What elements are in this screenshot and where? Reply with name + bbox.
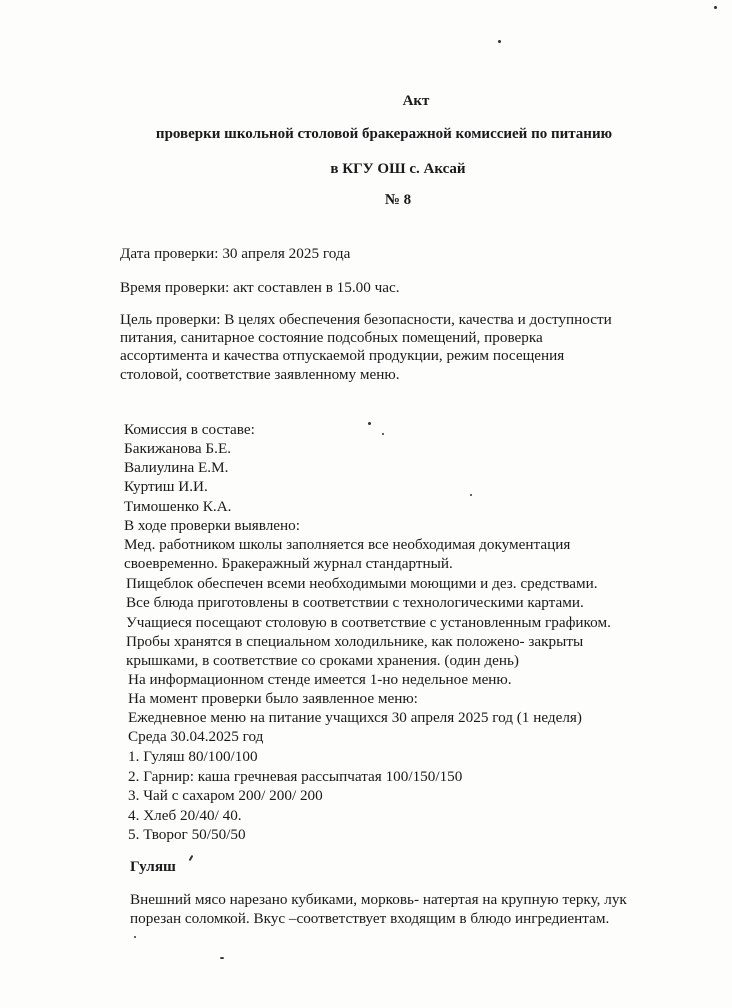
findings-heading: В ходе проверки выявлено: [124,517,300,534]
commission-member: Куртиш И.И. [124,478,208,495]
doc-school: в КГУ ОШ с. Аксай [330,161,466,177]
scan-speck [220,957,224,959]
dish-line: Внешний мясо нарезано кубиками, морковь- натертая на крупную терку, лук [130,891,627,908]
menu-item: 2. Гарнир: каша гречневая рассыпчатая 100/150/150 [128,768,463,785]
menu-item: 3. Чай с сахаром 200/ 200/ 200 [128,787,323,804]
finding-line: Учащиеся посещают столовую в соответствие с установленным графиком. [126,614,611,631]
finding-line: Мед. работником школы заполняется все необходимая документация [124,536,571,553]
check-date: Дата проверки: 30 апреля 2025 года [120,245,351,262]
purpose-line: ассортимента и качества отпускаемой продукции, режим посещения [120,347,565,364]
menu-item: 4. Хлеб 20/40/ 40. [128,807,242,824]
scan-speck [382,433,384,435]
finding-line: Ежедневное меню на питание учащихся 30 апреля 2025 год (1 неделя) [128,709,582,726]
commission-member: Бакижанова Б.Е. [124,440,232,457]
purpose-line: столовой, соответствие заявленному меню. [120,366,400,383]
purpose-line: Цель проверки: В целях обеспечения безопасности, качества и доступности [120,311,612,328]
doc-title: Акт [402,93,430,109]
finding-line: Все блюда приготовлены в соответствии с технологическими картами. [126,594,584,611]
finding-line: На информационном стенде имеется 1-но недельное меню. [128,671,512,688]
finding-line: На момент проверки было заявленное меню: [128,690,418,707]
commission-member: Валиулина Е.М. [124,459,229,476]
check-time: Время проверки: акт составлен в 15.00 час. [120,279,400,296]
menu-item: 5. Творог 50/50/50 [128,826,246,843]
scan-speck [470,494,472,496]
scan-speck [368,422,371,425]
menu-item: 1. Гуляш 80/100/100 [128,748,258,765]
doc-subtitle: проверки школьной столовой бракеражной комиссией по питанию [155,126,613,142]
dish-line: порезан соломкой. Вкус –соответствует входящим в блюдо ингредиентам. [130,910,610,927]
scan-speck [498,40,501,43]
finding-line: крышками, в соответствие со сроками хранения. (один день) [126,652,519,669]
finding-line: Среда 30.04.2025 год [128,728,264,745]
finding-line: своевременно. Бракеражный журнал стандартный. [124,555,453,572]
scan-speck [134,936,136,938]
scan-speck [714,6,717,9]
finding-line: Пищеблок обеспечен всеми необходимыми моющими и дез. средствами. [126,575,598,592]
dish-title: Гуляш [130,858,176,875]
scan-speck [189,855,194,861]
doc-number: № 8 [384,192,412,208]
finding-line: Пробы хранятся в специальном холодильнике, как положено- закрыты [126,633,584,650]
commission-member: Тимошенко К.А. [124,498,232,515]
purpose-line: питания, санитарное состояние подсобных помещений, проверка [120,329,543,346]
commission-heading: Комиссия в составе: [124,421,255,438]
